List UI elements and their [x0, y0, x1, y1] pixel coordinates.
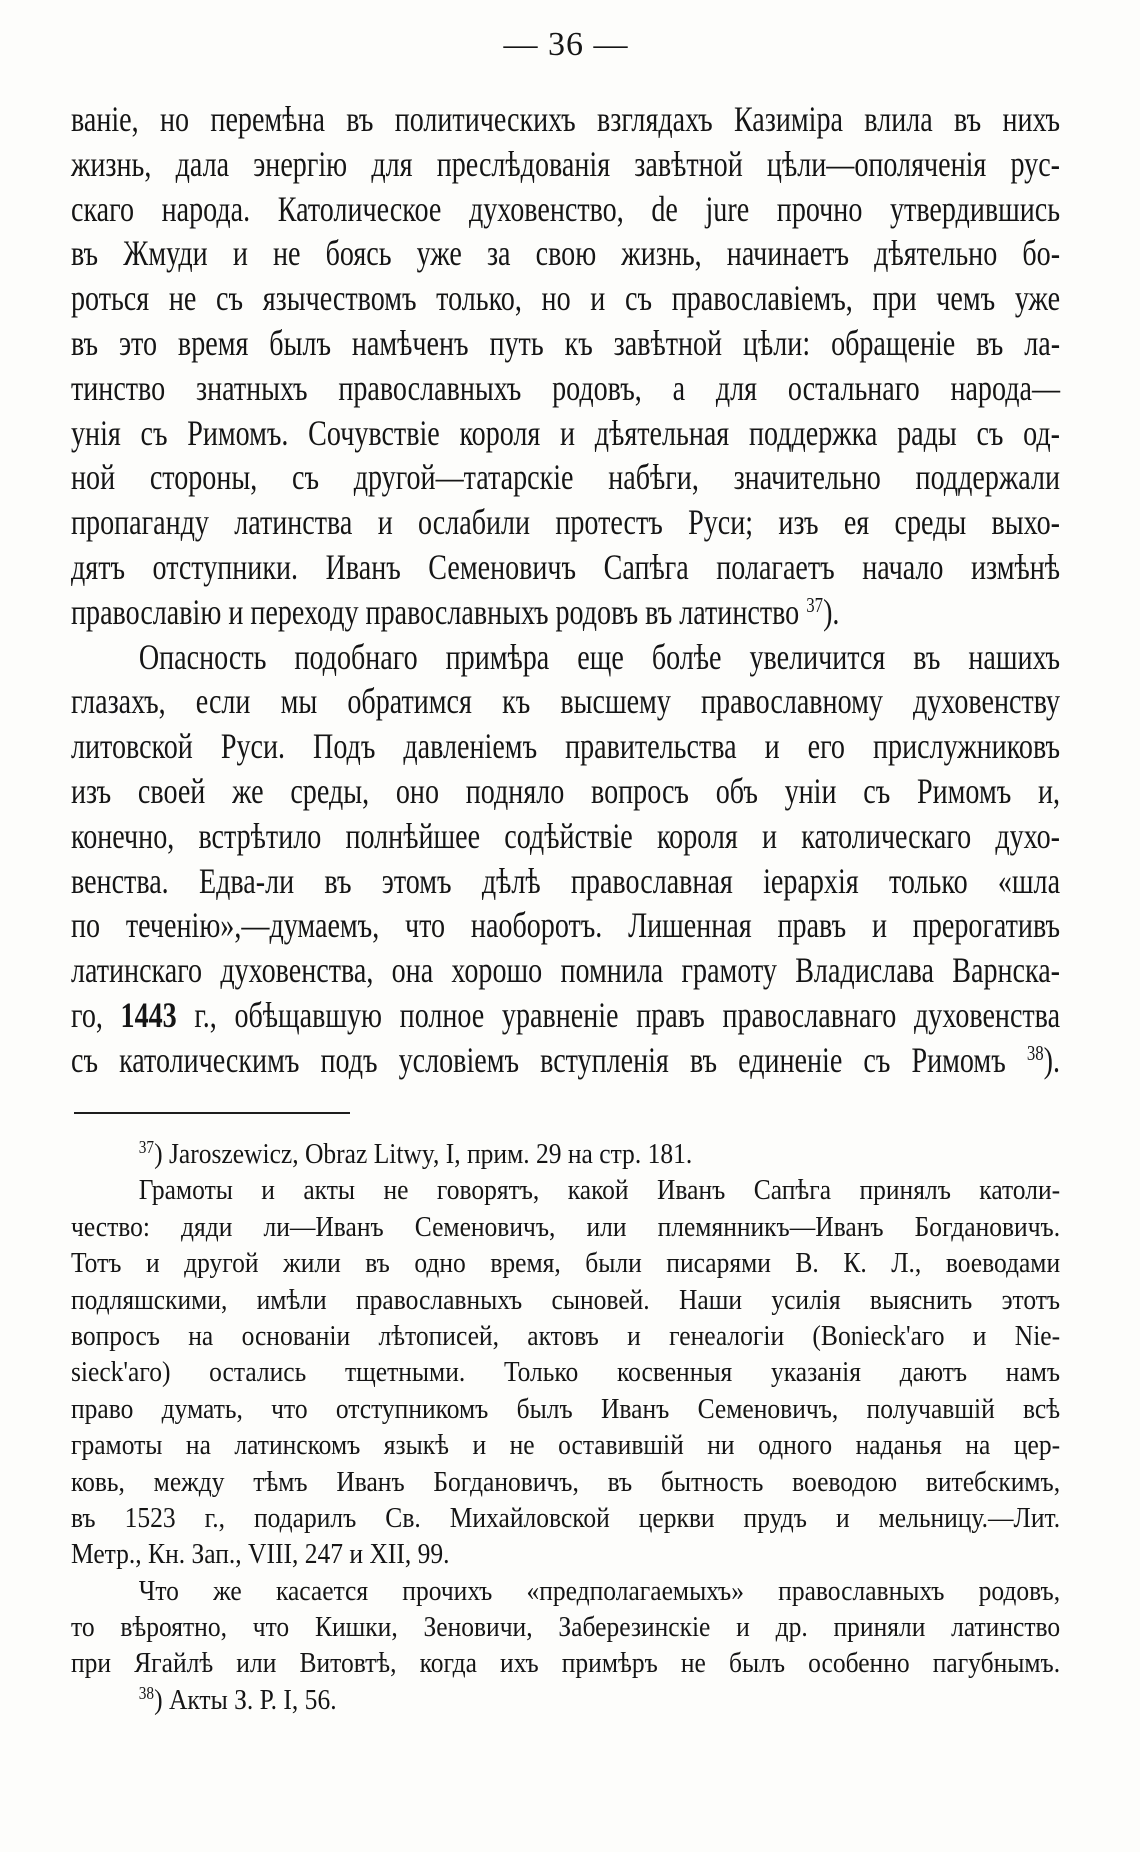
- line-text: ) Jaroszewicz, Obraz Litwy, I, прим. 29 на стр. 181.: [154, 1138, 693, 1170]
- footnote-marker: 38: [138, 1683, 155, 1704]
- line-text: православію и переходу православныхъ родовъ въ латинство: [71, 591, 807, 632]
- text-line: роться не съ язычествомъ только, но и съ православіемъ, при чемъ уже: [71, 278, 1061, 319]
- main-text: [71, 97, 1060, 1083]
- text-line: [71, 993, 1060, 1038]
- text-line: [71, 1038, 1060, 1083]
- footnote-line: [71, 1682, 1060, 1718]
- footnote-line: Метр., Кн. Зап., VIII, 247 и XII, 99.: [71, 1538, 450, 1571]
- footnote-line: право думать, что отступникомъ былъ Иванъ Семеновичъ, получавшій всѣ: [71, 1392, 1061, 1425]
- text-line: латинскаго духовенства, она хорошо помнила грамоту Владислава Варнска-: [71, 950, 1061, 991]
- footnote-line: при Ягайлѣ или Витовтѣ, когда ихъ примѣръ не былъ особенно пагубнымъ.: [71, 1647, 1061, 1680]
- text-line: пропаганду латинства и ослабили протестъ Руси; изъ ея среды выхо-: [71, 502, 1061, 543]
- paragraph: [71, 97, 1060, 635]
- page-number: — 36 —: [503, 26, 629, 63]
- footnote: [71, 1682, 1060, 1718]
- footnote-marker: 37: [806, 592, 824, 617]
- line-text: г., обѣщавшую полное уравненіе правъ православнаго духовенства: [176, 994, 1061, 1035]
- text-line: унія съ Римомъ. Сочувствіе короля и дѣятельная поддержка рады съ од-: [71, 412, 1061, 453]
- text-line: Опасность подобнаго примѣра еще болѣе увеличится въ нашихъ: [138, 636, 1061, 677]
- line-tail: ).: [823, 591, 840, 632]
- line-text: го,: [71, 994, 121, 1035]
- text-line: [71, 590, 1060, 635]
- footnote-line: ковь, между тѣмъ Иванъ Богдановичъ, въ бытность воеводою витебскимъ,: [71, 1465, 1061, 1498]
- year-bold: 1443: [120, 994, 177, 1035]
- footnote-line: чество: дяди ли—Иванъ Семеновичъ, или племянникъ—Иванъ Богдановичъ.: [71, 1210, 1061, 1243]
- footnote: [71, 1136, 1060, 1172]
- footnote-line: Тотъ и другой жили въ одно время, были писарями В. К. Л., воеводами: [71, 1247, 1061, 1280]
- footnotes: [71, 1136, 1060, 1718]
- text-line: дятъ отступники. Иванъ Семеновичъ Сапѣга полагаетъ начало измѣнѣ: [71, 546, 1061, 587]
- paragraph: [71, 635, 1060, 1083]
- footnote-marker: 38: [1026, 1040, 1044, 1065]
- footnote-line: вопросъ на основаніи лѣтописей, актовъ и генеалогіи (Bonieck'аго и Nie-: [71, 1319, 1061, 1352]
- text-line: скаго народа. Католическое духовенство, de jure прочно утвердившись: [71, 188, 1061, 229]
- footnote-line: sieck'аго) остались тщетными. Только косвенныя указанія даютъ намъ: [71, 1356, 1061, 1389]
- text-line: изъ своей же среды, оно подняло вопросъ объ уніи съ Римомъ и,: [71, 770, 1061, 811]
- line-text: ) Акты З. Р. I, 56.: [154, 1683, 337, 1716]
- text-line: ваніе, но перемѣна въ политическихъ взглядахъ Казиміра влила въ нихъ: [71, 99, 1061, 139]
- footnote-line: грамоты на латинскомъ языкѣ и не оставившій ни одного наданья на цер-: [71, 1429, 1061, 1462]
- footnote-marker: 37: [138, 1137, 155, 1158]
- footnote-separator: [74, 1112, 350, 1114]
- footnote-line: Грамоты и акты не говорятъ, какой Иванъ Сапѣга принялъ католи-: [138, 1174, 1061, 1207]
- footnote-paragraph: [71, 1172, 1060, 1572]
- footnote-line: то вѣроятно, что Кишки, Зеновичи, Заберезинскіе и др. приняли латинство: [71, 1611, 1061, 1644]
- text-line: венства. Едва-ли въ этомъ дѣлѣ православная іерархія только «шла: [71, 860, 1061, 901]
- text-line: въ Жмуди и не боясь уже за свою жизнь, начинаетъ дѣятельно бо-: [71, 233, 1061, 274]
- text-line: ной стороны, съ другой—татарскіе набѣги, значительно поддержали: [71, 457, 1061, 498]
- line-tail: ).: [1043, 1039, 1061, 1080]
- text-line: жизнь, дала энергію для преслѣдованія завѣтной цѣли—ополяченія рус-: [71, 143, 1061, 184]
- footnote-line: въ 1523 г., подарилъ Св. Михайловской церкви прудъ и мельницу.—Лит.: [71, 1501, 1061, 1534]
- text-line: конечно, встрѣтило полнѣйшее содѣйствіе короля и католическаго духо-: [71, 815, 1061, 856]
- footnote-paragraph: [71, 1573, 1060, 1682]
- text-line: глазахъ, если мы обратимся къ высшему православному духовенству: [71, 681, 1061, 722]
- text-line: въ это время былъ намѣченъ путь къ завѣтной цѣли: обращеніе въ ла-: [71, 322, 1061, 363]
- footnote-line: подляшскими, имѣли православныхъ сыновей. Наши усилія выяснить этотъ: [71, 1283, 1061, 1316]
- footnote-line: Что же касается прочихъ «предполагаемыхъ» православныхъ родовъ,: [138, 1574, 1061, 1607]
- footnote-line: [71, 1136, 1060, 1172]
- text-line: тинство знатныхъ православныхъ родовъ, а для остальнаго народа—: [71, 367, 1061, 408]
- text-line: литовской Руси. Подъ давленіемъ правительства и его прислужниковъ: [71, 726, 1061, 767]
- text-line: по теченію»,—думаемъ, что наоборотъ. Лишенная правъ и прерогативъ: [71, 905, 1061, 946]
- line-text: съ католическимъ подъ условіемъ вступленія въ единеніе съ Римомъ: [71, 1039, 1027, 1080]
